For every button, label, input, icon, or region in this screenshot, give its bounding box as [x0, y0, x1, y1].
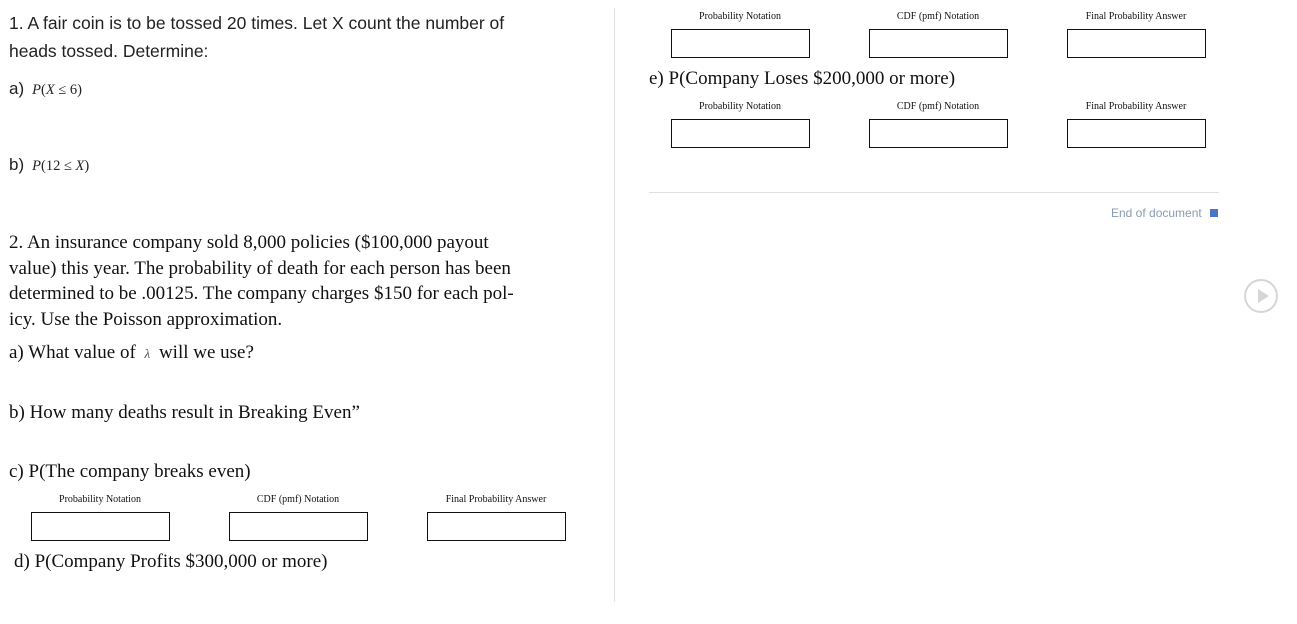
- cdf-notation-label-c: CDF (pmf) Notation: [256, 494, 340, 505]
- final-answer-label-e: Final Probability Answer: [1085, 101, 1187, 112]
- question-1-line-2: heads tossed. Determine:: [9, 41, 209, 61]
- play-next-button[interactable]: [1244, 279, 1278, 313]
- final-answer-label-d: Final Probability Answer: [1085, 11, 1187, 22]
- question-1b: [9, 155, 89, 175]
- final-answer-label-c: Final Probability Answer: [445, 494, 547, 505]
- question-1b-var: X: [75, 158, 85, 174]
- final-answer-input-c[interactable]: [427, 512, 566, 541]
- question-1a-open: (: [40, 82, 46, 98]
- prob-notation-label-c: Probability Notation: [59, 494, 141, 505]
- cdf-notation-input-c[interactable]: [229, 512, 368, 541]
- prob-notation-input-e[interactable]: [671, 119, 810, 148]
- question-1b-label: b): [9, 155, 25, 174]
- question-1b-close: ): [84, 158, 90, 174]
- lambda-symbol: λ: [144, 346, 151, 361]
- question-2-line-3: determined to be .00125. The company charges $150 for each pol-: [9, 283, 514, 304]
- end-of-document-text: End of document: [1111, 206, 1202, 220]
- cdf-notation-label-d: CDF (pmf) Notation: [896, 11, 980, 22]
- question-1b-pre: (12 ≤: [40, 158, 76, 174]
- final-answer-input-e[interactable]: [1067, 119, 1206, 148]
- prob-notation-label-d: Probability Notation: [699, 11, 781, 22]
- play-icon: [1258, 289, 1269, 303]
- question-2-line-4: icy. Use the Poisson approximation.: [9, 309, 283, 330]
- question-1a-p: P: [32, 82, 41, 98]
- question-1-line-1: 1. A fair coin is to be tossed 20 times. Let X count the number of: [9, 13, 505, 33]
- question-2a: [9, 340, 254, 367]
- question-2-line-2: value) this year. The probability of death for each person has been: [9, 258, 511, 279]
- question-1a-var: X: [45, 82, 55, 98]
- question-2e: e) P(Company Loses $200,000 or more): [649, 68, 956, 89]
- question-2a-text-pre: a) What value of: [9, 342, 136, 363]
- question-2a-text-post: will we use?: [158, 342, 254, 363]
- final-answer-input-d[interactable]: [1067, 29, 1206, 58]
- question-2-line-1: 2. An insurance company sold 8,000 policies ($100,000 payout: [9, 232, 489, 253]
- question-1b-p: P: [32, 158, 41, 174]
- prob-notation-label-e: Probability Notation: [699, 101, 781, 112]
- question-1a-label: a): [9, 79, 25, 98]
- prob-notation-input-d[interactable]: [671, 29, 810, 58]
- question-2c: c) P(The company breaks even): [9, 461, 251, 482]
- question-1a: [9, 79, 82, 99]
- question-2b: b) How many deaths result in Breaking Even”: [9, 402, 360, 423]
- question-1a-rel: ≤ 6): [54, 82, 82, 98]
- prob-notation-input-c[interactable]: [31, 512, 170, 541]
- cdf-notation-label-e: CDF (pmf) Notation: [896, 101, 980, 112]
- end-of-document-marker: [1210, 209, 1218, 217]
- cdf-notation-input-d[interactable]: [869, 29, 1008, 58]
- end-divider: [649, 192, 1219, 193]
- column-divider: [614, 8, 615, 602]
- question-2d: d) P(Company Profits $300,000 or more): [14, 551, 328, 572]
- cdf-notation-input-e[interactable]: [869, 119, 1008, 148]
